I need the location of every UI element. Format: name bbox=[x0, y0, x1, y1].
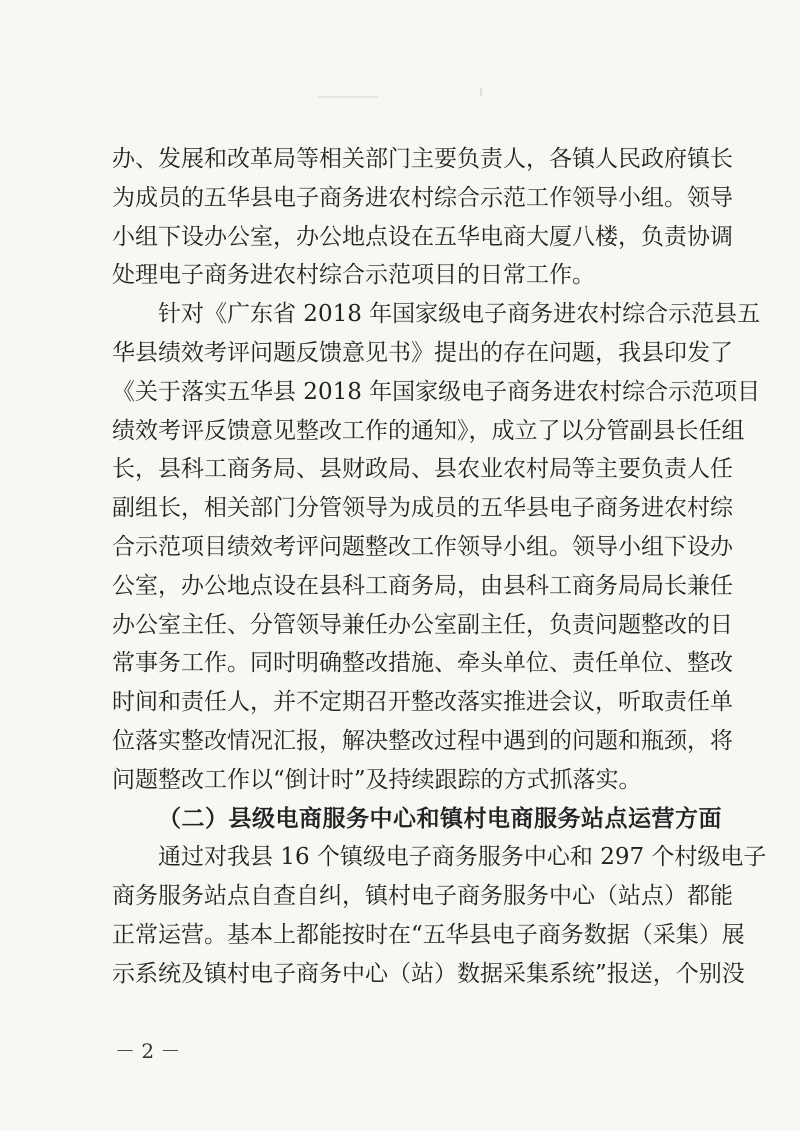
text-line: 常事务工作。同时明确整改措施、牵头单位、责任单位、整改 bbox=[112, 650, 733, 677]
text-line: 华县绩效考评问题反馈意见书》提出的存在问题，我县印发了 bbox=[112, 339, 733, 366]
text-line: 绩效考评反馈意见整改工作的通知》，成立了以分管副县长任组 bbox=[112, 417, 745, 444]
text-line: 通过对我县 16 个镇级电子商务服务中心和 297 个村级电子 bbox=[158, 844, 767, 871]
scan-mark bbox=[480, 88, 482, 96]
paragraph-2 bbox=[112, 295, 761, 799]
text-line: 合示范项目绩效考评问题整改工作领导小组。领导小组下设办 bbox=[112, 533, 733, 560]
text-line: 针对《广东省 2018 年国家级电子商务进农村综合示范县五 bbox=[158, 301, 761, 328]
text-line: 《关于落实五华县 2018 年国家级电子商务进农村综合示范项目 bbox=[112, 378, 761, 405]
text-line: 位落实整改情况汇报，解决整改过程中遇到的问题和瓶颈，将 bbox=[112, 727, 733, 754]
page-number: － 2 － bbox=[115, 1039, 181, 1063]
section-heading: （二）县级电商服务中心和镇村电商服务站点运营方面 bbox=[158, 804, 722, 832]
text-line: 副组长，相关部门分管领导为成员的五华县电子商务进农村综 bbox=[112, 495, 733, 522]
text-line: 示系统及镇村电子商务中心（站）数据采集系统”报送，个别没 bbox=[112, 960, 745, 987]
paragraph-1 bbox=[112, 140, 733, 295]
text-line: 问题整改工作以“倒计时”及持续跟踪的方式抓落实。 bbox=[112, 766, 642, 793]
text-line: 长，县科工商务局、县财政局、县农业农村局等主要负责人任 bbox=[112, 456, 733, 483]
text-line: 小组下设办公室，办公地点设在五华电商大厦八楼，负责协调 bbox=[112, 223, 733, 250]
text-line: 处理电子商务进农村综合示范项目的日常工作。 bbox=[112, 262, 595, 289]
text-line: 办、发展和改革局等相关部门主要负责人，各镇人民政府镇长 bbox=[112, 146, 733, 172]
text-line: 为成员的五华县电子商务进农村综合示范工作领导小组。领导 bbox=[112, 184, 733, 211]
paragraph-3 bbox=[112, 838, 767, 993]
text-line: 办公室主任、分管领导兼任办公室副主任，负责问题整改的日 bbox=[112, 611, 733, 638]
document-body bbox=[112, 140, 767, 994]
text-line: 商务服务站点自查自纠，镇村电子商务服务中心（站点）都能 bbox=[112, 883, 733, 910]
text-line: 时间和责任人，并不定期召开整改落实推进会议，听取责任单 bbox=[112, 689, 733, 716]
scan-mark bbox=[318, 96, 378, 98]
text-line: 正常运营。基本上都能按时在“五华县电子商务数据（采集）展 bbox=[112, 921, 745, 948]
text-line: 公室，办公地点设在县科工商务局，由县科工商务局局长兼任 bbox=[112, 572, 733, 599]
